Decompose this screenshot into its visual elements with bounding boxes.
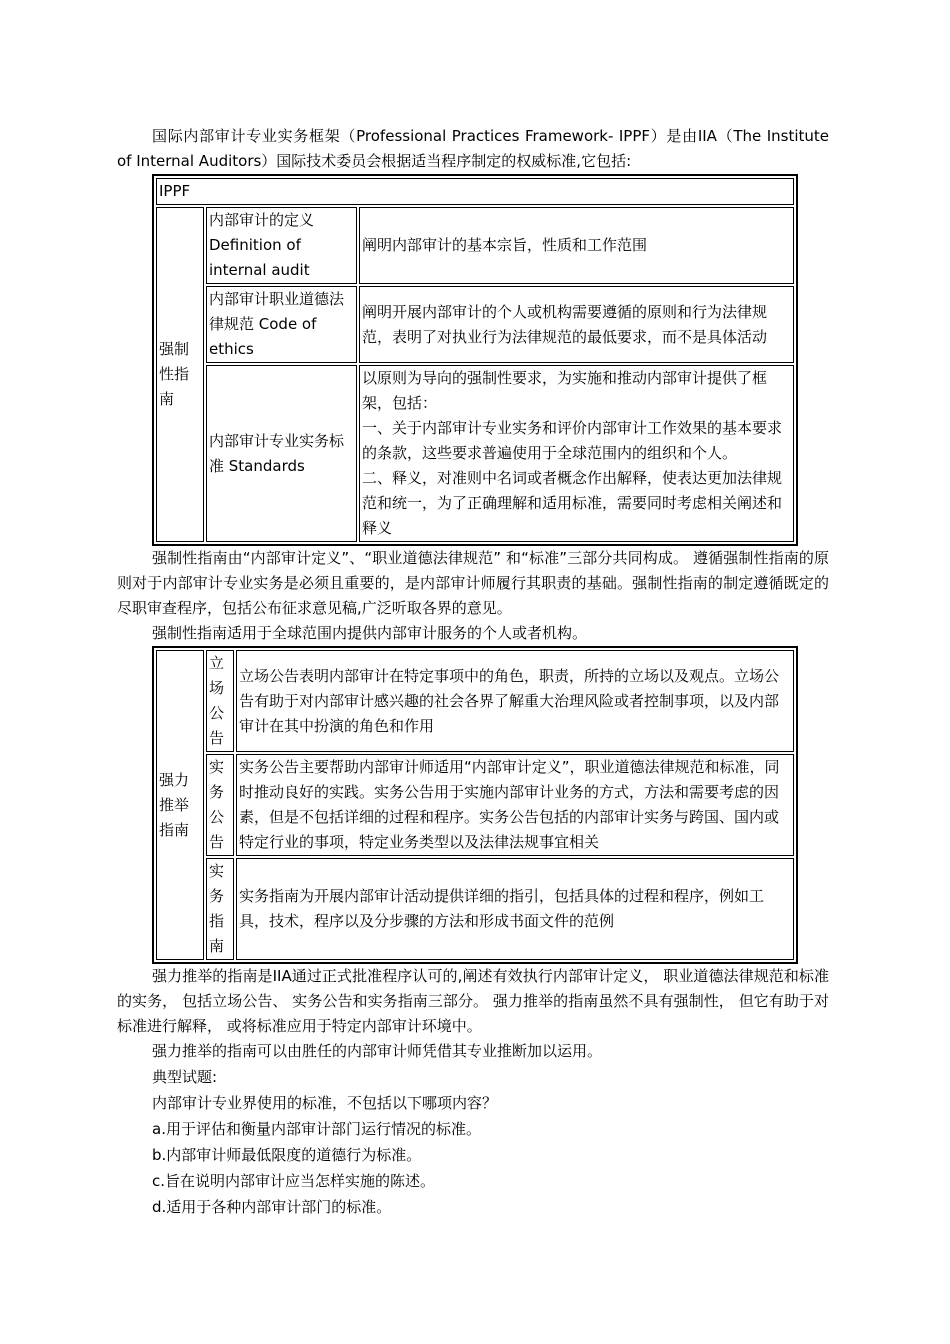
position-papers-desc: 立场公告表明内部审计在特定事项中的角色，职责，所持的立场以及观点。立场公告有助于对内部审计感兴趣的社会各界了解重大治理风险或者控制事项，以及内部审计在其中扮演的角色和作用 <box>236 650 794 752</box>
option-b: b.内部审计师最低限度的道德行为标准。 <box>152 1146 422 1164</box>
standards-desc-item1: 一、关于内部审计专业实务和评价内部审计工作效果的基本要求的条款，这些要求普遍使用于全球范围内的组织和个人。 <box>362 419 783 462</box>
question-stem: 内部审计专业界使用的标准，不包括以下哪项内容？ <box>152 1094 498 1112</box>
standards-desc-intro: 以原则为导向的强制性要求，为实施和推动内部审计提供了框架，包括： <box>362 369 768 412</box>
option-c: c.旨在说明内部审计应当怎样实施的陈述。 <box>152 1172 436 1190</box>
mandatory-paragraph: 强制性指南由“内部审计定义”、“职业道德法律规范” 和“标准”三部分共同构成。 遵循强制性指南的原则对于内部审计专业实务是必须且重要的，是内部审计师履行其职责的基础。强制性指南的制定遵循既定的尽职审查程序，包括公布征求意见稿,广泛听取各界的意见。 <box>117 549 829 617</box>
practice-guides-cell: 实务指南 <box>206 858 234 960</box>
recommended-guidance-label: 强力推举指南 <box>156 650 204 960</box>
definition-cell: 内部审计的定义 Definition of internal audit <box>206 207 357 284</box>
ethics-cell: 内部审计职业道德法律规范 Code of ethics <box>206 286 357 363</box>
document-page <box>117 124 829 1220</box>
ippf-header: IPPF <box>156 178 794 205</box>
recommended-paragraph: 强力推举的指南是IIA通过正式批准程序认可的,阐述有效执行内部审计定义， 职业道德法律规范和标准的实务， 包括立场公告、 实务公告和实务指南三部分。 强力推举的指南虽然不具有强制性， 但它有助于对标准进行解释， 或将标准应用于特定内部审计环境中。 <box>117 967 829 1035</box>
standards-desc-item2: 二、释义，对准则中名词或者概念作出解释，使表达更加法律规范和统一，为了正确理解和适用标准，需要同时考虑相关阐述和释义 <box>362 469 783 537</box>
practice-advisories-cell: 实务公告 <box>206 754 234 856</box>
practice-advisories-desc: 实务公告主要帮助内部审计师适用“内部审计定义”，职业道德法律规范和标准，同时推动良好的实践。实务公告用于实施内部审计业务的方式，方法和需要考虑的因素，但是不包括详细的过程和程序。实务公告包括的内部审计实务与跨国、国内或特定行业的事项，特定业务类型以及法律法规事宜相关 <box>236 754 794 856</box>
option-a: a.用于评估和衡量内部审计部门运行情况的标准。 <box>152 1120 481 1138</box>
ippf-table <box>152 174 798 546</box>
recommended-use-paragraph: 强力推举的指南可以由胜任的内部审计师凭借其专业推断加以运用。 <box>152 1042 603 1060</box>
option-d: d.适用于各种内部审计部门的标准。 <box>152 1198 392 1216</box>
definition-desc: 阐明内部审计的基本宗旨，性质和工作范围 <box>359 207 794 284</box>
mandatory-scope-paragraph: 强制性指南适用于全球范围内提供内部审计服务的个人或者机构。 <box>152 624 588 642</box>
standards-desc <box>359 365 794 542</box>
practice-guides-desc: 实务指南为开展内部审计活动提供详细的指引，包括具体的过程和程序，例如工具，技术，程序以及分步骤的方法和形成书面文件的范例 <box>236 858 794 960</box>
question-heading: 典型试题: <box>152 1068 218 1086</box>
position-papers-cell: 立场公告 <box>206 650 234 752</box>
intro-paragraph: 国际内部审计专业实务框架（Professional Practices Framework- IPPF）是由IIA（The Institute of Internal Auditors）国际技术委员会根据适当程序制定的权威标准,它包括: <box>117 127 829 170</box>
standards-cell: 内部审计专业实务标准 Standards <box>206 365 357 542</box>
ethics-desc: 阐明开展内部审计的个人或机构需要遵循的原则和行为法律规范，表明了对执业行为法律规范的最低要求，而不是具体活动 <box>359 286 794 363</box>
recommended-table <box>152 646 798 964</box>
mandatory-guidance-label: 强制性指南 <box>156 207 204 542</box>
